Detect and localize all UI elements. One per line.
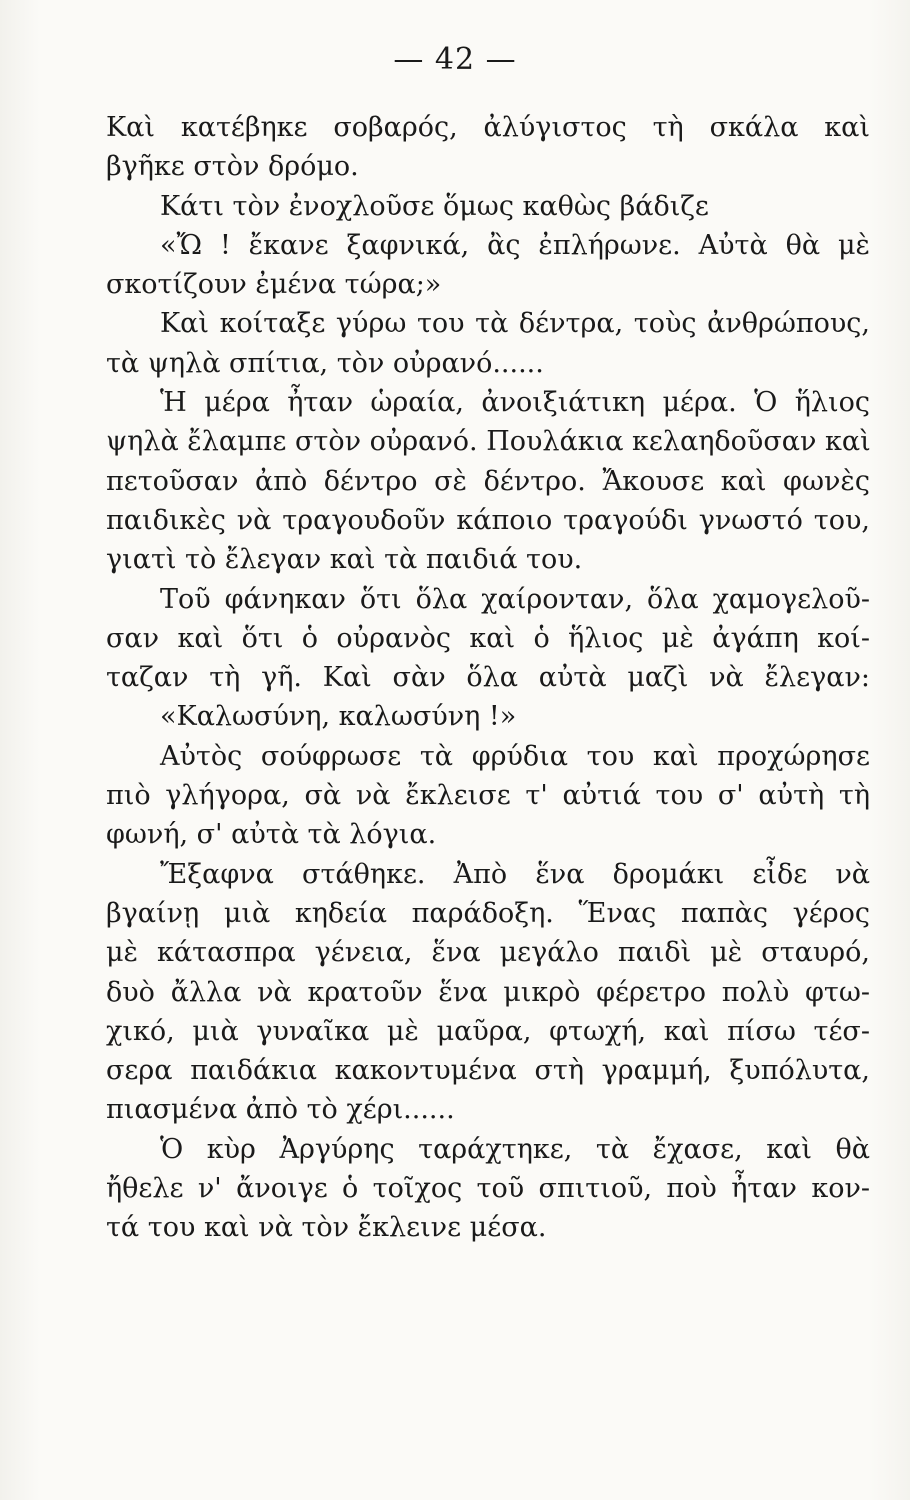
- text-line: Τοῦ φάνηκαν ὅτι ὅλα χαίρονταν, ὅλα χαμογελοῦ-: [160, 583, 870, 615]
- text-line: πετοῦσαν ἀπὸ δέντρο σὲ δέντρο. Ἄκουσε καὶ φωνὲς: [106, 465, 870, 497]
- text-line: τά του καὶ νὰ τὸν ἔκλεινε μέσα.: [106, 1212, 547, 1244]
- text-line: ἤθελε ν' ἄνοιγε ὁ τοῖχος τοῦ σπιτιοῦ, ποὺ ἦταν κον-: [106, 1173, 870, 1205]
- text-line: πιὸ γλήγορα, σὰ νὰ ἔκλεισε τ' αὐτιά του σ' αὐτὴ τὴ: [106, 780, 870, 812]
- text-line: πιασμένα ἀπὸ τὸ χέρι......: [106, 1094, 455, 1126]
- text-line: Ἡ μέρα ἦταν ὡραία, ἀνοιξιάτικη μέρα. Ὁ ἥλιος: [160, 387, 870, 419]
- text-line: Αὐτὸς σούφρωσε τὰ φρύδια του καὶ προχώρησε: [160, 740, 870, 772]
- text-line: σερα παιδάκια κακοντυμένα στὴ γραμμή, ξυπόλυτα,: [106, 1055, 870, 1087]
- text-line: φωνή, σ' αὐτὰ τὰ λόγια.: [106, 819, 437, 851]
- text-line: σκοτίζουν ἐμένα τώρα;»: [106, 269, 442, 301]
- page-number: — 42 —: [393, 42, 517, 77]
- text-line: ταζαν τὴ γῆ. Καὶ σὰν ὅλα αὐτὰ μαζὶ νὰ ἔλεγαν:: [106, 662, 870, 694]
- text-line: βγαίνῃ μιὰ κηδεία παράδοξη. Ἕνας παπὰς γέρος: [106, 897, 870, 929]
- text-line: βγῆκε στὸν δρόμο.: [106, 151, 359, 183]
- text-line: Ὁ κὺρ Ἀργύρης ταράχτηκε, τὰ ἔχασε, καὶ θὰ: [160, 1133, 870, 1165]
- text-line: «Ὤ ! ἔκανε ξαφνικά, ἂς ἐπλήρωνε. Αὐτὰ θὰ μὲ: [160, 229, 870, 261]
- text-line: δυὸ ἄλλα νὰ κρατοῦν ἕνα μικρὸ φέρετρο πολὺ φτω-: [106, 976, 870, 1008]
- text-line: Ἔξαφνα στάθηκε. Ἀπὸ ἕνα δρομάκι εἶδε νὰ: [160, 858, 870, 890]
- text-line: γιατὶ τὸ ἔλεγαν καὶ τὰ παιδιά του.: [106, 544, 583, 576]
- text-line: παιδικὲς νὰ τραγουδοῦν κάποιο τραγούδι γνωστό του,: [106, 504, 870, 536]
- text-line: «Καλωσύνη, καλωσύνη !»: [160, 701, 517, 733]
- text-line: μὲ κάτασπρα γένεια, ἕνα μεγάλο παιδὶ μὲ σταυρό,: [106, 937, 870, 969]
- text-line: σαν καὶ ὅτι ὁ οὐρανὸς καὶ ὁ ἥλιος μὲ ἀγάπη κοί-: [106, 622, 870, 654]
- text-line: χικό, μιὰ γυναῖκα μὲ μαῦρα, φτωχή, καὶ πίσω τέσ-: [106, 1015, 870, 1047]
- text-line: ψηλὰ ἔλαμπε στὸν οὐρανό. Πουλάκια κελαηδοῦσαν καὶ: [106, 426, 871, 458]
- page-body: [106, 108, 870, 1248]
- text-line: τὰ ψηλὰ σπίτια, τὸν οὐρανό......: [106, 347, 544, 379]
- text-line: Καὶ κατέβηκε σοβαρός, ἀλύγιστος τὴ σκάλα καὶ: [106, 112, 870, 143]
- text-line: Κάτι τὸν ἐνοχλοῦσε ὅμως καθὼς βάδιζε: [160, 190, 709, 222]
- text-line: Καὶ κοίταξε γύρω του τὰ δέντρα, τοὺς ἀνθρώπους,: [160, 308, 870, 340]
